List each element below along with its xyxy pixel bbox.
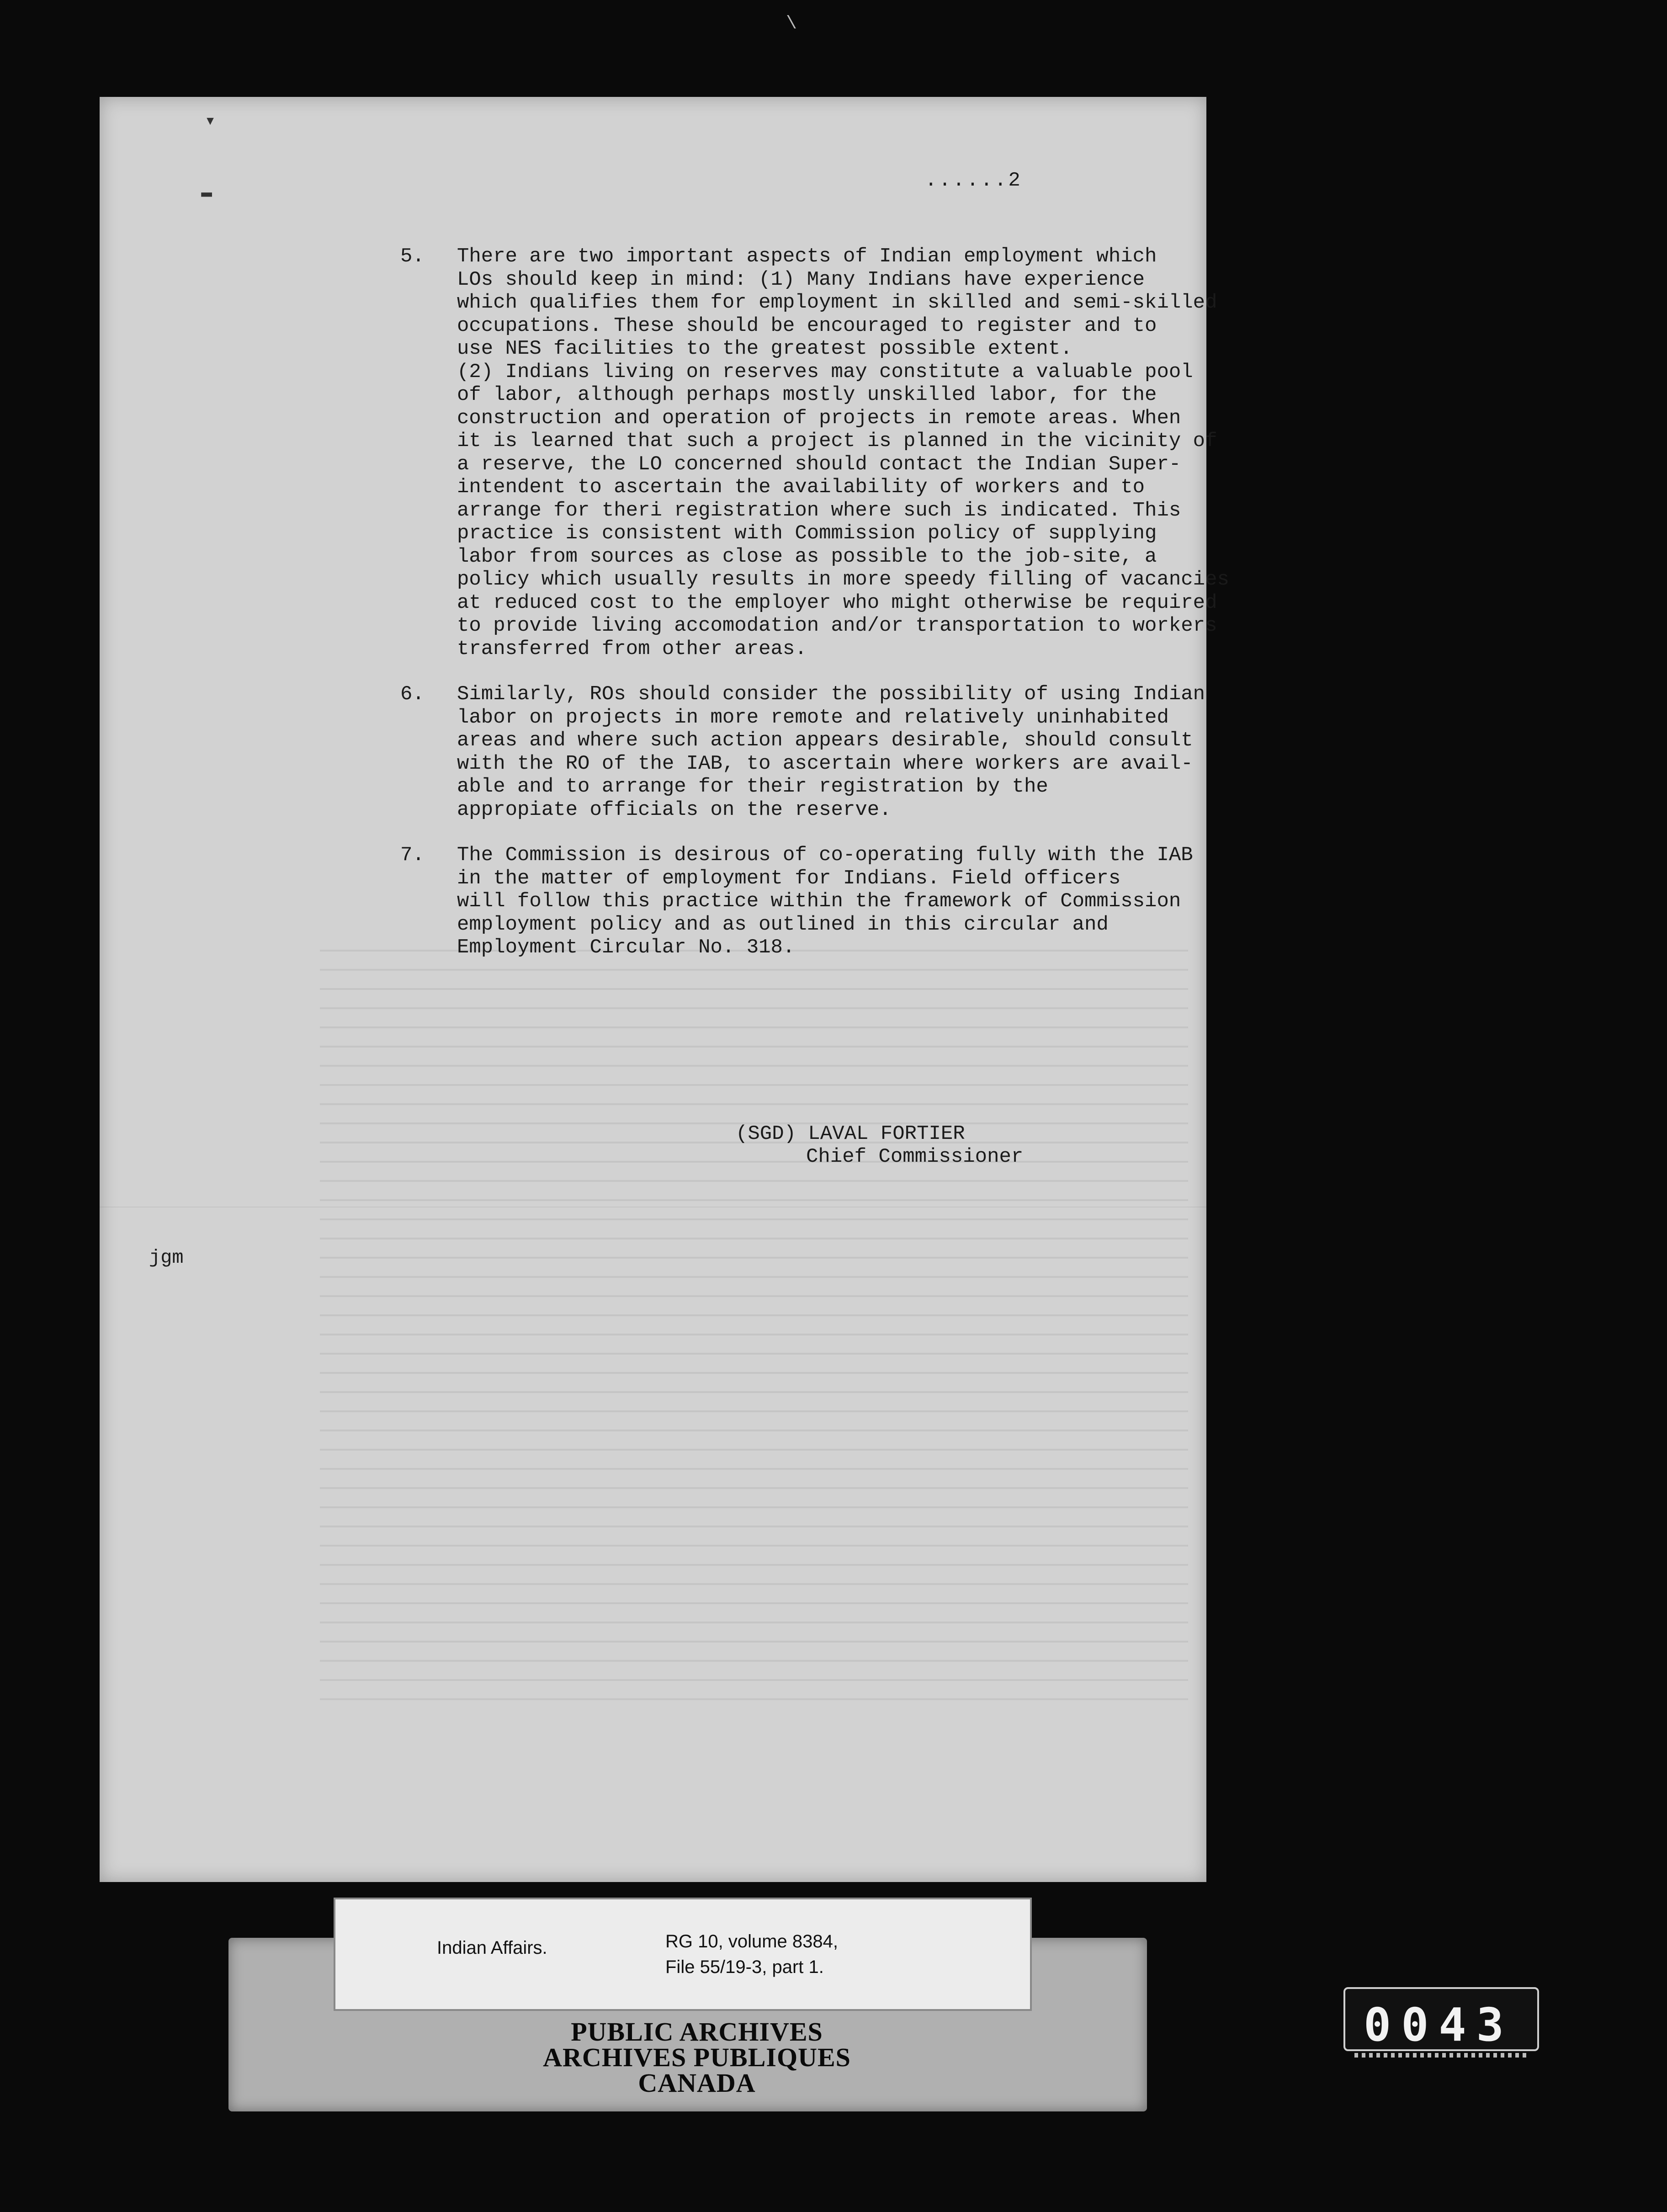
frame-counter-digits: 0043 — [1364, 1998, 1514, 2052]
text-line: There are two important aspects of Indian employment which — [457, 245, 1157, 268]
text-line: arrange for theri registration where such is indicated. This — [457, 499, 1181, 522]
text-line: will follow this practice within the framework of Commission — [457, 890, 1181, 913]
paragraph-6 — [457, 683, 1205, 821]
bleed-through-text — [320, 932, 1188, 1709]
text-line: occupations. These should be encouraged to register and to — [457, 314, 1157, 337]
archive-reference-label — [334, 1898, 1032, 2011]
text-line: transferred from other areas. — [457, 637, 807, 660]
text-line: appropiate officials on the reserve. — [457, 798, 892, 821]
text-line: construction and operation of projects in remote areas. When — [457, 406, 1181, 430]
text-line: to provide living accomodation and/or transportation to workers — [457, 614, 1217, 637]
text-line: use NES facilities to the greatest possible extent. — [457, 337, 1072, 360]
typist-initials: jgm — [149, 1247, 184, 1269]
page-number: ......2 — [925, 169, 1022, 192]
text-line: areas and where such action appears desirable, should consult — [457, 729, 1193, 752]
text-line: policy which usually results in more speedy filling of vacancies — [457, 568, 1229, 591]
text-line: employment policy and as outlined in this circular and — [457, 913, 1109, 936]
text-line: in the matter of employment for Indians. Field officers — [457, 867, 1121, 890]
reference-line: File 55/19-3, part 1. — [665, 1957, 824, 1977]
speck-mark: ▾ — [205, 112, 216, 132]
archives-line-country: CANADA — [638, 2068, 756, 2098]
text-line: practice is consistent with Commission policy of supplying — [457, 522, 1157, 545]
reference-number — [665, 1929, 838, 1980]
text-line: The Commission is desirous of co-operating fully with the IAB — [457, 844, 1193, 867]
text-line: at reduced cost to the employer who might otherwise be required — [457, 591, 1217, 614]
speck-mark: ▬ — [201, 183, 212, 203]
film-perforation — [1354, 2053, 1528, 2058]
text-line: with the RO of the IAB, to ascertain where workers are avail- — [457, 752, 1193, 775]
text-line: which qualifies them for employment in skilled and semi-skilled — [457, 291, 1217, 314]
archives-line-en: PUBLIC ARCHIVES — [571, 2017, 823, 2047]
signature-name: (SGD) LAVAL FORTIER — [736, 1122, 965, 1145]
text-line: of labor, although perhaps mostly unskilled labor, for the — [457, 383, 1157, 406]
text-line: Similarly, ROs should consider the possibility of using Indian — [457, 683, 1205, 706]
archives-line-fr: ARCHIVES PUBLIQUES — [543, 2042, 851, 2072]
paragraph-number: 5. — [400, 245, 425, 268]
signature-title: Chief Commissioner — [806, 1145, 1024, 1168]
frame-counter — [1343, 1987, 1539, 2051]
reference-line: RG 10, volume 8384, — [665, 1931, 838, 1951]
fonds-label: Indian Affairs. — [437, 1938, 547, 1958]
paragraph-5 — [457, 245, 1229, 660]
paragraph-number: 6. — [400, 683, 425, 706]
text-line: (2) Indians living on reserves may constitute a valuable pool — [457, 360, 1193, 383]
speck-mark: \ — [786, 14, 797, 34]
text-line: labor from sources as close as possible to the job-site, a — [457, 545, 1157, 568]
text-line: Employment Circular No. 318. — [457, 936, 795, 959]
paragraph-7 — [457, 844, 1202, 959]
text-line: able and to arrange for their registration by the — [457, 775, 1048, 798]
text-line: a reserve, the LO concerned should contact the Indian Super- — [457, 452, 1181, 476]
paragraph-number: 7. — [400, 844, 425, 867]
public-archives-stamp — [457, 2019, 937, 2096]
text-line: labor on projects in more remote and relatively uninhabited — [457, 706, 1169, 729]
text-line: it is learned that such a project is planned in the vicinity of — [457, 430, 1217, 452]
text-line: LOs should keep in mind: (1) Many Indians have experience — [457, 268, 1145, 291]
text-line: intendent to ascertain the availability of workers and to — [457, 476, 1145, 499]
